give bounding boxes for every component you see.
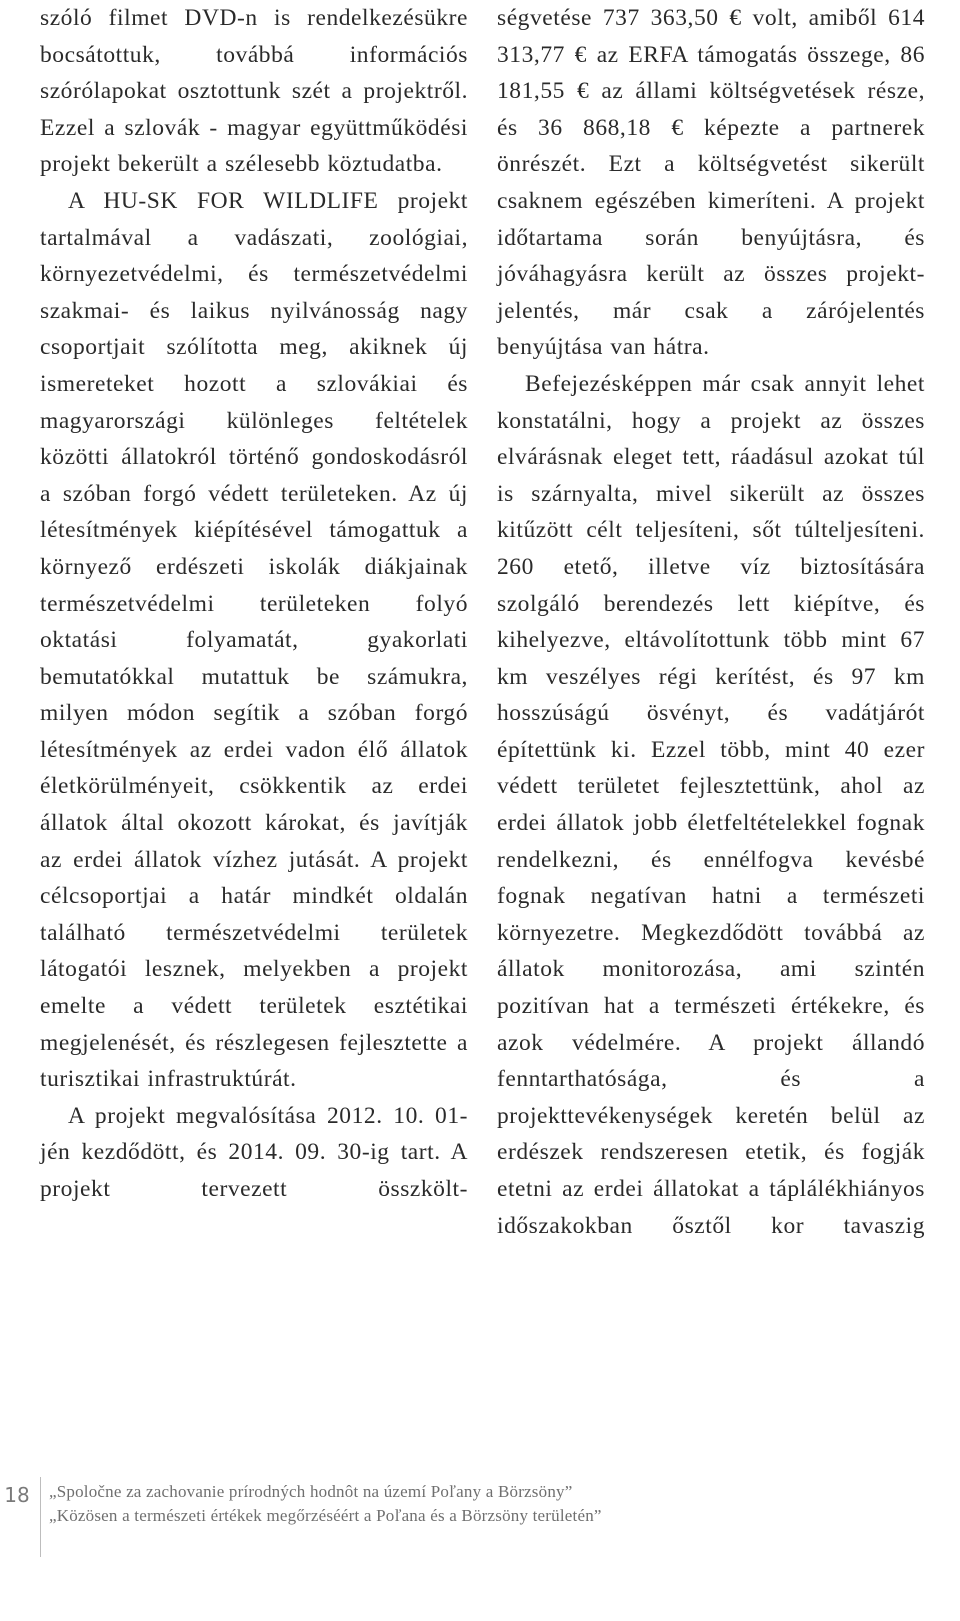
right-text-column (497, 0, 925, 1244)
left-text-column (40, 0, 468, 1208)
footer-title-slovak: „Spoločne za zachovanie prírodných hodnôt na území Poľany a Börzsöny” (49, 1482, 573, 1501)
paragraph: A projekt megvalósítása 2012. 10. 01-jén kezdődött, és 2014. 09. 30-ig tart. A projekt tervezett összkölt- (40, 1102, 468, 1202)
footer-running-title (49, 1480, 602, 1528)
paragraph: Befejezésképpen már csak annyit lehet konstatálni, hogy a projekt az összes elvárásnak eleget tett, ráadásul azokat túl is szárnyalta, mivel sikerült az összes kitűzött célt teljesíteni, sőt túlteljesíteni. 260 etető, illetve víz biztosítására szolgáló berendezés lett kiépítve, és kihelyezve, eltávolítottunk több mint 67 km veszélyes régi kerítést, és 97 km hosszúságú ösvényt, és vadátjárót építettünk ki. Ezzel több, mint 40 ezer védett területet fejlesztettünk, ahol az erdei állatok jobb életfeltételekkel fognak rendelkezni, és ennélfogva kevésbé fognak negatívan hatni a természeti környezetre. Megkezdődött továbbá az állatok monitorozása, ami szintén pozitívan hat a természeti értékekre, és azok védelmére. A projekt állandó fenntarthatósága, és a projekttevékenységek keretén belül az erdészek rendszeresen etetik, és fogják etetni az erdei állatokat a táplálékhiányos időszakokban ősztől kor tavaszig (497, 370, 925, 1239)
footer-title-hungarian: „Közösen a természeti értékek megőrzéséért a Poľana és a Börzsöny területén” (49, 1506, 602, 1525)
page-number: 18 (4, 1483, 30, 1507)
paragraph: A HU-SK FOR WILDLIFE projekt tartalmával a vadászati, zoológiai, környezetvédelmi, és természetvédelmi szakmai- és laikus nyilvánosság nagy csoportjait szólította meg, akiknek új ismereteket hozott a szlovákiai és magyarországi különleges feltételek közötti állatokról történő gondoskodásról a szóban forgó védett területeken. Az új létesítmények kiépítésével támogattuk a környező erdészeti iskolák diákjainak természetvédelmi területeken folyó oktatási folyamatát, gyakorlati bemutatókkal mutattuk be számukra, milyen módon segítik a szóban forgó létesítmények az erdei vadon élő állatok életkörülményeit, csökkentik az erdei állatok által okozott károkat, és javítják az erdei állatok vízhez jutását. A projekt célcsoportjai a határ mindkét oldalán található természetvédelmi területek látogatói lesznek, melyekben a projekt emelte a védett területek esztétikai megjelenését, és részlegesen fejlesztette a turisztikai infrastruktúrát. (40, 187, 468, 1093)
paragraph: ségvetése 737 363,50 € volt, amiből 614 313,77 € az ERFA támogatás összege, 86 181,55 € az állami költségvetések része, és 36 868,18 € képezte a partnerek önrészét. Ezt a költségvetést sikerült csaknem egészében kimeríteni. A projekt időtartama során benyújtásra, és jóváhagyásra került az összes projekt-jelentés, már csak a zárójelentés benyújtása van hátra. (497, 5, 925, 361)
paragraph: szóló filmet DVD-n is rendelkezésükre bocsátottuk, továbbá információs szórólapokat osztottunk szét a projektről. Ezzel a szlovák - magyar együttműködési projekt bekerült a szélesebb köztudatba. (40, 5, 468, 178)
footer-divider (40, 1477, 41, 1557)
